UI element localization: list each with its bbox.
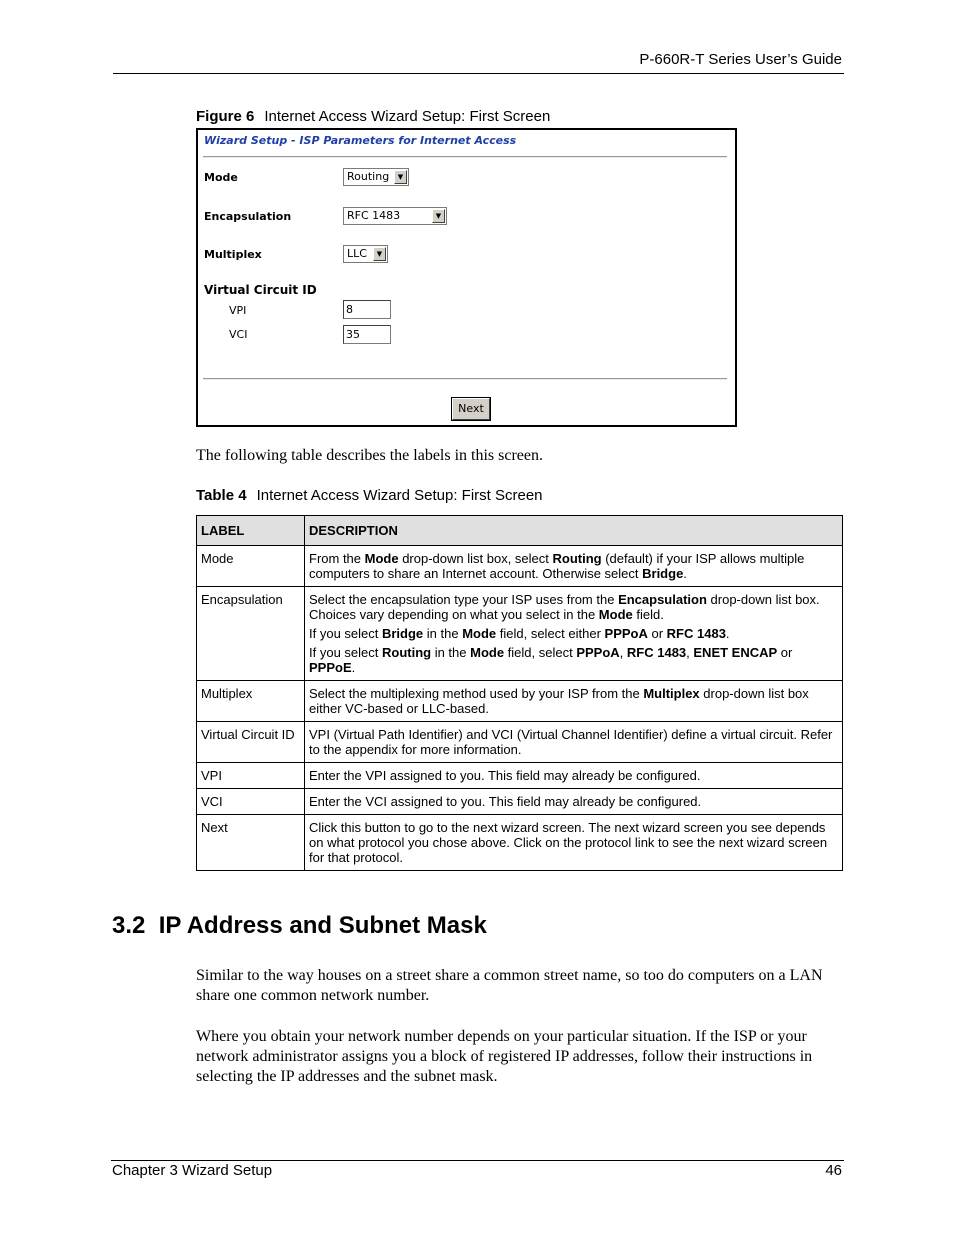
chevron-down-icon[interactable]: ▼	[373, 247, 386, 261]
table-cell-label: Multiplex	[197, 681, 305, 722]
table-cell-description: Select the multiplexing method used by your ISP from the Multiplex drop-down list box either VC-based or LLC-based.	[305, 681, 843, 722]
multiplex-select[interactable]	[343, 245, 388, 263]
table-row-virtual-circuit-id	[197, 722, 843, 763]
mode-select-value: Routing	[347, 170, 390, 183]
multiplex-select-value: LLC	[347, 247, 367, 260]
page-number: 46	[825, 1162, 842, 1179]
wizard-title: Wizard Setup - ISP Parameters for Internet Access	[204, 134, 517, 147]
figure-caption-text: Internet Access Wizard Setup: First Screen	[264, 108, 551, 125]
table-caption	[196, 487, 543, 504]
table-cell-label: Next	[197, 815, 305, 871]
description-paragraph: Select the encapsulation type your ISP uses from the Encapsulation drop-down list box. Choices vary depending on what you select in the Mode field.	[309, 592, 820, 622]
table-cell-label: Mode	[197, 546, 305, 587]
table-row-multiplex	[197, 681, 843, 722]
footer-rule	[111, 1160, 844, 1161]
chevron-down-icon[interactable]: ▼	[394, 170, 407, 184]
table-cell-label: VCI	[197, 789, 305, 815]
multiplex-label: Multiplex	[204, 248, 262, 261]
table-cell-description: Enter the VPI assigned to you. This field may already be configured.	[305, 763, 843, 789]
description-column-header: DESCRIPTION	[305, 516, 843, 546]
description-table	[196, 515, 843, 871]
wizard-screenshot	[196, 128, 737, 427]
body-paragraph: Similar to the way houses on a street share a common street name, so too do computers on a LAN share one common network number.	[196, 967, 823, 1004]
table-cell-label: Virtual Circuit ID	[197, 722, 305, 763]
next-button[interactable]: Next	[452, 398, 490, 420]
vci-label: VCI	[229, 328, 248, 341]
body-paragraph: Where you obtain your network number depends on your particular situation. If the ISP or your network administrator assigns you a block of registered IP addresses, follow their instructions in selecting the IP addresses and the subnet mask.	[196, 1028, 813, 1085]
wizard-top-divider	[203, 156, 727, 158]
running-header: P-660R-T Series User’s Guide	[639, 51, 842, 68]
figure-caption	[196, 108, 550, 125]
table-intro-text: The following table describes the labels in this screen.	[196, 447, 544, 464]
encapsulation-select-value: RFC 1483	[347, 209, 401, 222]
table-row-encapsulation	[197, 587, 843, 681]
vpi-label: VPI	[229, 304, 247, 317]
table-label: Table 4	[196, 487, 247, 504]
vpi-input[interactable]: 8	[343, 300, 391, 319]
mode-select[interactable]	[343, 168, 409, 186]
table-row-vci	[197, 789, 843, 815]
header-rule	[113, 73, 844, 74]
vci-input[interactable]: 35	[343, 325, 391, 344]
chevron-down-icon[interactable]: ▼	[432, 209, 445, 223]
mode-label: Mode	[204, 171, 238, 184]
table-row-vpi	[197, 763, 843, 789]
table-cell-description: Click this button to go to the next wizard screen. The next wizard screen you see depends on what protocol you chose above. Click on the protocol link to see the next wizard screen for that protocol.	[305, 815, 843, 871]
label-column-header: LABEL	[197, 516, 305, 546]
table-cell-label: Encapsulation	[197, 587, 305, 681]
description-paragraph: If you select Bridge in the Mode field, select either PPPoA or RFC 1483.	[309, 626, 730, 641]
table-cell-description: Enter the VCI assigned to you. This field may already be configured.	[305, 789, 843, 815]
table-row-mode	[197, 546, 843, 587]
encapsulation-label: Encapsulation	[204, 210, 292, 223]
table-caption-text: Internet Access Wizard Setup: First Screen	[256, 487, 543, 504]
description-paragraph: If you select Routing in the Mode field, select PPPoA, RFC 1483, ENET ENCAP or PPPoE.	[309, 645, 793, 675]
table-header-row	[197, 516, 843, 546]
table-cell-description: VPI (Virtual Path Identifier) and VCI (Virtual Channel Identifier) define a virtual circuit. Refer to the appendix for more information.	[305, 722, 843, 763]
table-cell-description: From the Mode drop-down list box, select Routing (default) if your ISP allows multiple computers to share an Internet account. Otherwise select Bridge.	[305, 546, 843, 587]
section-heading: 3.2 IP Address and Subnet Mask	[112, 912, 487, 939]
table-cell-description	[305, 587, 843, 681]
encapsulation-select[interactable]	[343, 207, 447, 225]
table-cell-label: VPI	[197, 763, 305, 789]
table-row-next	[197, 815, 843, 871]
footer-chapter: Chapter 3 Wizard Setup	[112, 1162, 273, 1179]
virtual-circuit-id-label: Virtual Circuit ID	[204, 283, 317, 297]
wizard-bottom-divider	[203, 378, 727, 380]
figure-label: Figure 6	[196, 108, 255, 125]
